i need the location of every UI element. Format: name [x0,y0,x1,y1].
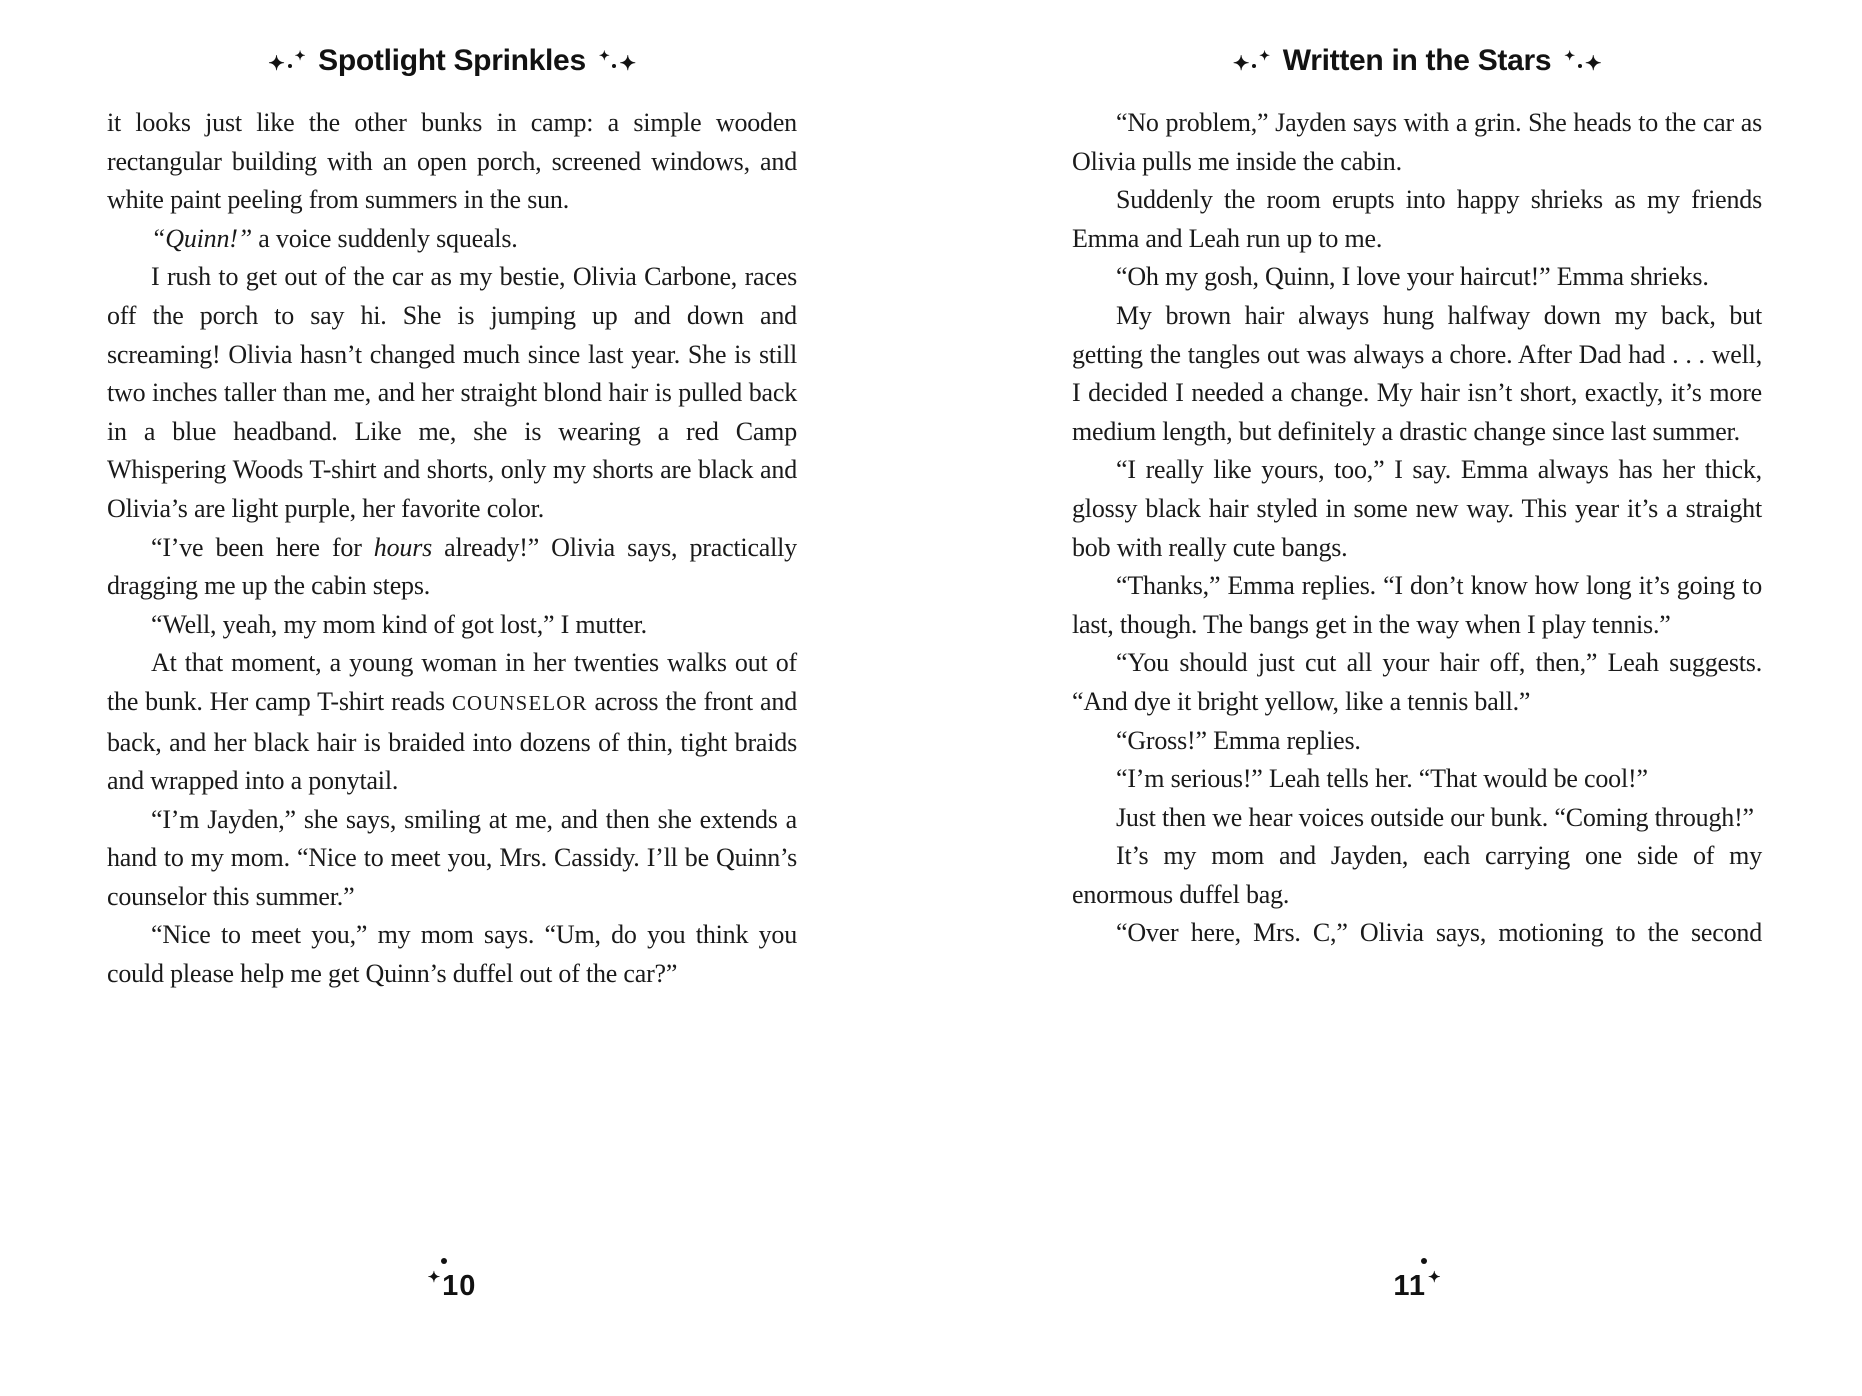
text-segment: “You should just cut all your hair off, then,” Leah suggests. “And dye it bright yellow, like a tennis ball.” [1072,648,1762,716]
dot-icon [1578,64,1582,68]
paragraph [1072,451,1762,567]
text-segment: It’s my mom and Jayden, each carrying one side of my enormous duffel bag. [1072,841,1762,909]
sparkle-icon: ✦ [598,48,610,63]
paragraph [1072,567,1762,644]
text-segment: “Well, yeah, my mom kind of got lost,” I mutter. [151,609,647,639]
paragraph [1072,914,1762,953]
page-title: Spotlight Sprinkles [318,44,586,77]
sparkle-icon: ✦ [1428,1283,1441,1298]
text-segment: “I’ve been here for [151,532,374,562]
text-segment: “Thanks,” Emma replies. “I don’t know how long it’s going to last, though. The bangs get in the way when I play tennis.” [1072,571,1762,639]
sparkle-ornament [268,46,305,76]
page-number-row [107,1269,797,1302]
text-segment: At that moment, a young woman in her twenties walks out of the bunk. Her camp T-shirt reads [107,648,797,716]
text-segment: “I’m Jayden,” she says, smiling at me, and then she extends a hand to my mom. “Nice to meet you, Mrs. Cassidy. I’ll be Quinn’s counselor this summer.” [107,804,797,911]
paragraph [107,916,797,993]
paragraph [1072,799,1762,838]
page-body [107,104,797,994]
dot-icon [288,64,292,68]
paragraph [1072,104,1762,181]
text-segment: “Nice to meet you,” my mom says. “Um, do you think you could please help me get Quinn’s duffel out of the car?” [107,920,797,989]
text-segment: Suddenly the room erupts into happy shrieks as my friends Emma and Leah run up to me. [1072,185,1762,253]
paragraph [107,529,797,606]
page-body [1072,104,1762,953]
sparkle-icon: ✦ [1584,53,1602,75]
sparkle-icon: ✦ [1564,48,1575,63]
text-segment: My brown hair always hung halfway down my back, but getting the tangles out was always a chore. After Dad had . . . well, I decided I needed a change. My hair isn’t short, exactly, it’s more medium length, but definitely a drastic change since last summer. [1072,300,1762,446]
paragraph [107,801,797,917]
text-segment: “Gross!” Emma replies. [1116,725,1361,755]
paragraph [107,606,797,645]
sparkle-icon: ✦ [294,48,306,63]
text-segment: “Oh my gosh, Quinn, I love your haircut!” Emma shrieks. [1116,262,1709,292]
left-page [107,0,797,1396]
dot-icon [612,64,616,68]
text-segment: hours [373,532,433,562]
text-segment: “Quinn!” [151,223,252,253]
sparkle-ornament [1233,46,1270,76]
sparkle-icon: ✦ [1232,53,1250,75]
paragraph [1072,644,1762,721]
paragraph [1072,297,1762,451]
paragraph [1072,258,1762,297]
sparkle-ornament [1564,46,1601,76]
text-segment: “I’m serious!” Leah tells her. “That would be cool!” [1116,764,1648,794]
sparkle-ornament [599,46,636,76]
text-segment: “Over here, Mrs. C,” Olivia says, motioning to the second [1116,918,1762,948]
sparkle-icon: ✦ [268,53,285,75]
right-page [1072,0,1762,1396]
running-header-right [1072,44,1762,78]
page-number: 11 [1393,1270,1427,1302]
sparkle-icon: ✦ [1259,48,1270,63]
paragraph [1072,722,1762,761]
text-segment: a voice suddenly squeals. [251,223,518,253]
paragraph [107,644,797,800]
running-header-left [107,44,797,78]
paragraph [1072,181,1762,258]
text-segment: “I really like yours, too,” I say. Emma always has her thick, glossy black hair styled in some new way. This year it’s a straight bob with really cute bangs. [1072,455,1762,562]
paragraph [107,220,797,259]
text-segment: “No problem,” Jayden says with a grin. She heads to the car as Olivia pulls me inside the cabin. [1072,108,1762,176]
text-segment: already!” Olivia says, practically dragging me up the cabin steps. [107,532,797,601]
page-title: Written in the Stars [1282,44,1552,77]
text-segment: it looks just like the other bunks in camp: a simple wooden rectangular building with an open porch, screened windows, and white paint peeling from summers in the sun. [107,108,797,215]
paragraph [1072,837,1762,914]
page-number: 10 [442,1270,477,1302]
text-segment: across the front and back, and her black hair is braided into dozens of thin, tight braids and wrapped into a ponytail. [107,686,797,796]
sparkle-icon: ✦ [428,1283,441,1298]
paragraph [1072,760,1762,799]
sparkle-icon: ✦ [619,53,636,75]
dot-icon [1252,64,1256,68]
text-segment: Just then we hear voices outside our bunk. “Coming through!” [1116,802,1754,832]
page-number-row [1072,1269,1762,1302]
text-segment: I rush to get out of the car as my bestie, Olivia Carbone, races off the porch to say hi. She is jumping up and down and screaming! Olivia hasn’t changed much since last year. She is still two inches taller than me, and her straight blond hair is pulled back in a blue headband. Like me, she is wearing a red Camp Whispering Woods T-shirt and shorts, only my shorts are black and Olivia’s are light purple, her favorite color. [107,262,797,523]
paragraph [107,104,797,220]
text-segment: COUNSELOR [451,691,588,715]
paragraph [107,258,797,528]
